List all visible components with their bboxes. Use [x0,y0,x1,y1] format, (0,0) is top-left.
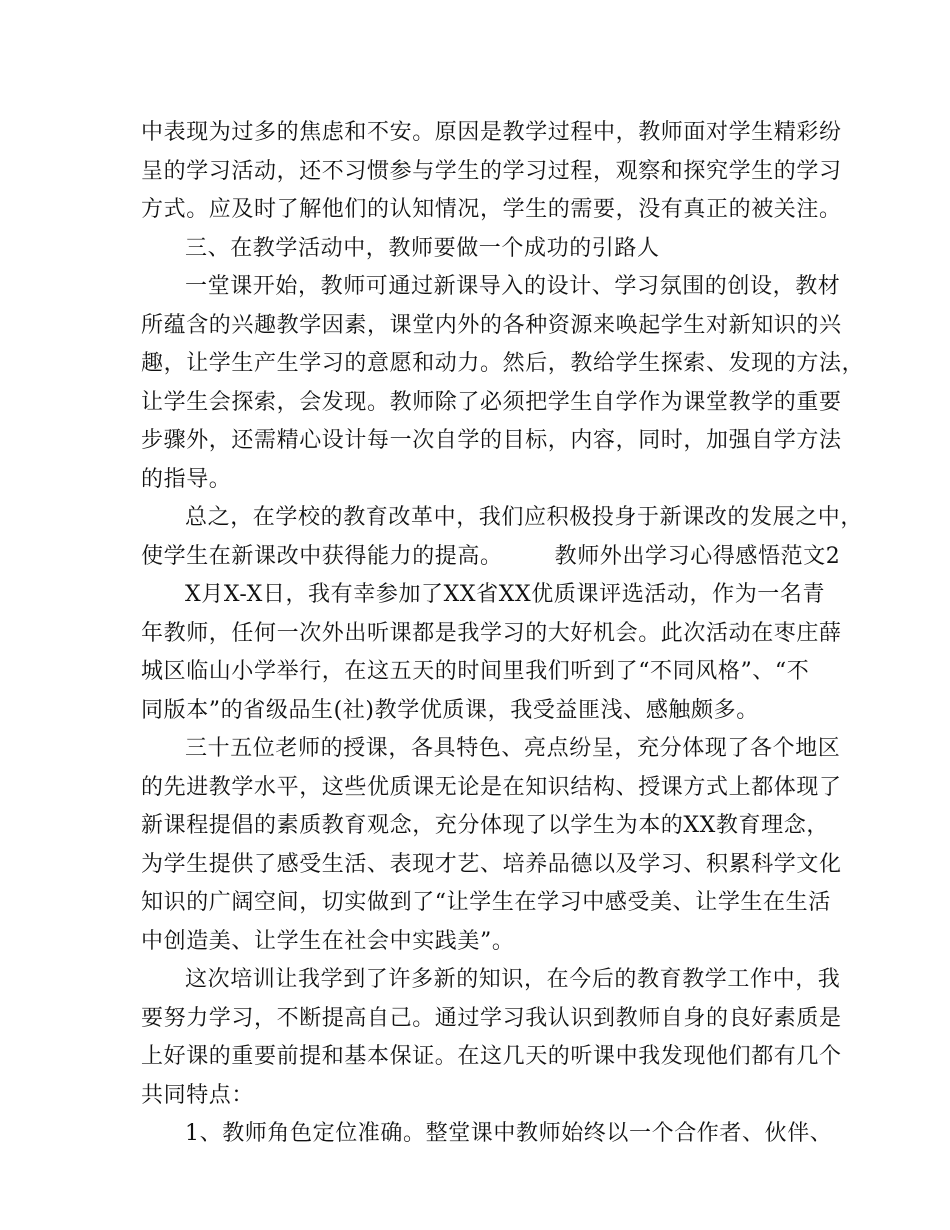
paragraph-line: 新课程提倡的素质教育观念，充分体现了以学生为本的XX教育理念， [141,813,829,838]
paragraph-line: 共同特点： [141,1082,255,1108]
paragraph-line: 这次培训让我学到了许多新的知识，在今后的教育教学工作中，我 [185,967,841,992]
paragraph-line: 所蕴含的兴趣教学因素，课堂内外的各种资源来唤起学生对新知识的兴 [141,312,842,338]
paragraph-line: 中表现为过多的焦虑和不安。原因是教学过程中，教师面对学生精彩纷 [141,120,842,145]
paragraph-line: 呈的学习活动，还不习惯参与学生的学习过程，观察和探究学生的学习 [141,158,842,184]
paragraph-line: 步骤外，还需精心设计每一次自学的目标，内容，同时，加强自学方法 [141,428,842,453]
paragraph-line-text: 使学生在新课改中获得能力的提高。 [141,543,503,569]
paragraph-line: 让学生会探索，会发现。教师除了必须把学生自学作为课堂教学的重要 [141,389,842,415]
paragraph-line: 年教师，任何一次外出听课都是我学习的大好机会。此次活动在枣庄薛 [141,620,842,646]
paragraph-line: 的指导。 [141,466,232,492]
paragraph-line: 趣，让学生产生学习的意愿和动力。然后，教给学生探索、发现的方法， [141,351,865,376]
section-heading: 三、在教学活动中，教师要做一个成功的引路人 [185,235,660,261]
paragraph-line: 为学生提供了感受生活、表现才艺、培养品德以及学习、积累科学文化 [141,851,842,877]
paragraph-line: 上好课的重要前提和基本保证。在这几天的听课中我发现他们都有几个 [141,1044,842,1069]
paragraph-line: 总之，在学校的教育改革中，我们应积极投身于新课改的发展之中， [185,505,864,530]
paragraph-line [141,538,841,577]
paragraph-line: 城区临山小学举行，在这五天的时间里我们听到了“不同风格”、“不 [141,659,810,684]
paragraph-line: 同版本”的省级品生(社)教学优质课，我受益匪浅、感触颇多。 [141,697,759,723]
paragraph-line: 知识的广阔空间，切实做到了“让学生在学习中感受美、让学生在生活 [141,890,831,915]
paragraph-line: 三十五位老师的授课，各具特色、亮点纷呈，充分体现了各个地区 [185,736,841,761]
paragraph-line: 一堂课开始，教师可通过新课导入的设计、学习氛围的创设，教材 [185,274,841,299]
paragraph-line: 中创造美、让学生在社会中实践美”。 [141,928,515,954]
paragraph-line: X月X-X日，我有幸参加了XX省XX优质课评选活动，作为一名青 [185,582,826,607]
document-body [141,114,865,1154]
paragraph-line: 方式。应及时了解他们的认知情况，学生的需要，没有真正的被关注。 [141,197,842,222]
paragraph-line: 1、教师角色定位准确。整堂课中教师始终以一个合作者、伙伴、 [185,1121,833,1146]
article-title: 教师外出学习心得感悟范文2 [554,543,841,569]
paragraph-line: 要努力学习，不断提高自己。通过学习我认识到教师自身的良好素质是 [141,1005,842,1031]
paragraph-line: 的先进教学水平，这些优质课无论是在知识结构、授课方式上都体现了 [141,774,842,800]
